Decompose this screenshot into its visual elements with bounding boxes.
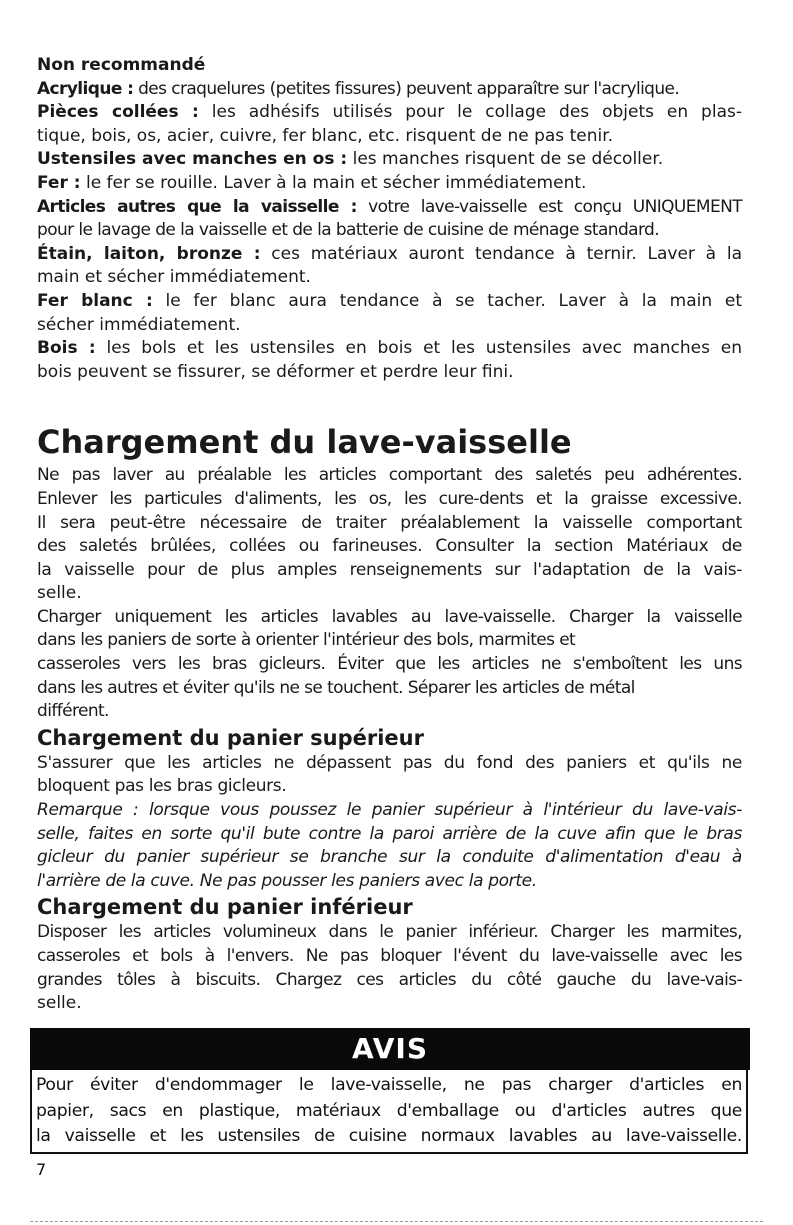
item-bois [37, 337, 742, 361]
notice-line: papier, sacs en plastique, matériaux d'emballage ou d'articles autres que [36, 1100, 742, 1121]
notice-title: AVIS [30, 1028, 750, 1070]
bottom-rule [30, 1221, 763, 1222]
note-line: Remarque : lorsque vous poussez le panier supérieur à l'intérieur du lave-vais- [37, 800, 742, 821]
paragraph-line: S'assurer que les articles ne dépassent pas du fond des paniers et qu'ils ne [37, 752, 742, 773]
notice-line: la vaisselle et les ustensiles de cuisine normaux lavables au lave-vaisselle. [36, 1126, 742, 1146]
item-text-continued: pour le lavage de la vaisselle et de la batterie de cuisine de ménage standard. [37, 220, 660, 241]
paragraph-line: casseroles et bols à l'envers. Ne pas bloquer l'évent du lave-vaisselle avec les [37, 946, 742, 966]
item-text: les adhésifs utilisés pour le collage des objets en plas- [198, 102, 742, 123]
item-term: Pièces collées : [37, 102, 199, 123]
paragraph-line: Disposer les articles volumineux dans le panier inférieur. Charger les marmites, [37, 922, 742, 943]
item-text: votre lave-vaisselle est conçu UNIQUEMENT [356, 196, 742, 217]
item-text: les bols et les ustensiles en bois et les ustensiles avec manches en [95, 338, 742, 359]
item-text: le fer se rouille. Laver à la main et sécher immédiatement. [80, 172, 587, 193]
item-text-continued: tique, bois, os, acier, cuivre, fer blanc, etc. risquent de ne pas tenir. [37, 125, 614, 146]
paragraph-line: la vaisselle pour de plus amples renseignements sur l'adaptation de la vais- [37, 559, 742, 580]
notice-line: Pour éviter d'endommager le lave-vaisselle, ne pas charger d'articles en [36, 1075, 742, 1095]
paragraph-line: bloquent pas les bras gicleurs. [37, 776, 287, 797]
paragraph-line: selle. [37, 993, 82, 1014]
item-term: Ustensiles avec manches en os : [37, 149, 348, 170]
notice-box [30, 1028, 748, 1154]
item-articles-autres [37, 196, 742, 220]
item-term: Articles autres que la vaisselle : [37, 196, 357, 217]
item-text-continued: sécher immédiatement. [37, 314, 241, 335]
paragraph-line: dans les paniers de sorte à orienter l'intérieur des bols, marmites et [37, 630, 576, 651]
item-term: Étain, laiton, bronze : [37, 243, 261, 264]
document-page [37, 54, 742, 1016]
section-heading-lower-rack: Chargement du panier inférieur [37, 895, 413, 920]
paragraph-line: Enlever les particules d'aliments, les os, les cure-dents et la graisse excessive. [37, 488, 742, 509]
item-ustensiles-os [37, 148, 742, 172]
not-recommended-title: Non recommandé [37, 55, 206, 75]
paragraph-line: différent. [37, 701, 109, 722]
item-pieces-collees [37, 101, 742, 125]
item-etain [37, 243, 742, 267]
paragraph-line: casseroles vers les bras gicleurs. Éviter que les articles ne s'emboîtent les uns [37, 654, 742, 675]
paragraph-line: des saletés brûlées, collées ou farineuses. Consulter la section Matériaux de [37, 536, 742, 557]
item-text: ces matériaux auront tendance à ternir. Laver à la [260, 243, 742, 264]
paragraph-line: selle. [37, 583, 82, 604]
item-text: des craquelures (petites fissures) peuvent apparaître sur l'acrylique. [133, 78, 680, 99]
section-heading-loading: Chargement du lave-vaisselle [37, 423, 572, 462]
note-line: selle, faites en sorte qu'il bute contre la paroi arrière de la cuve afin que le bras [37, 823, 742, 844]
item-text: le fer blanc aura tendance à se tacher. Laver à la main et [152, 290, 742, 311]
item-term: Fer blanc : [37, 290, 153, 311]
note-line: gicleur du panier supérieur se branche sur la conduite d'alimentation d'eau à [37, 847, 742, 868]
item-term: Acrylique : [37, 78, 134, 99]
item-fer [37, 172, 742, 196]
page-number: 7 [36, 1160, 47, 1179]
section-heading-upper-rack: Chargement du panier supérieur [37, 725, 424, 750]
item-text: les manches risquent de se décoller. [347, 149, 664, 170]
paragraph-line: Ne pas laver au préalable les articles comportant des saletés peu adhérentes. [37, 465, 742, 486]
item-fer-blanc [37, 290, 742, 314]
item-text-continued: main et sécher immédiatement. [37, 267, 311, 288]
note-line: l'arrière de la cuve. Ne pas pousser les paniers avec la porte. [37, 870, 537, 891]
item-acrylique [37, 78, 742, 102]
item-term: Fer : [37, 172, 81, 193]
paragraph-line: grandes tôles à biscuits. Chargez ces articles du côté gauche du lave-vais- [37, 969, 742, 990]
paragraph-line: dans les autres et éviter qu'ils ne se touchent. Séparer les articles de métal [37, 677, 635, 698]
paragraph-line: Charger uniquement les articles lavables au lave-vaisselle. Charger la vaisselle [37, 606, 742, 627]
notice-text [36, 1073, 742, 1150]
item-term: Bois : [37, 338, 96, 359]
paragraph-line: Il sera peut-être nécessaire de traiter préalablement la vaisselle comportant [37, 512, 742, 533]
item-text-continued: bois peuvent se fissurer, se déformer et perdre leur fini. [37, 361, 514, 382]
